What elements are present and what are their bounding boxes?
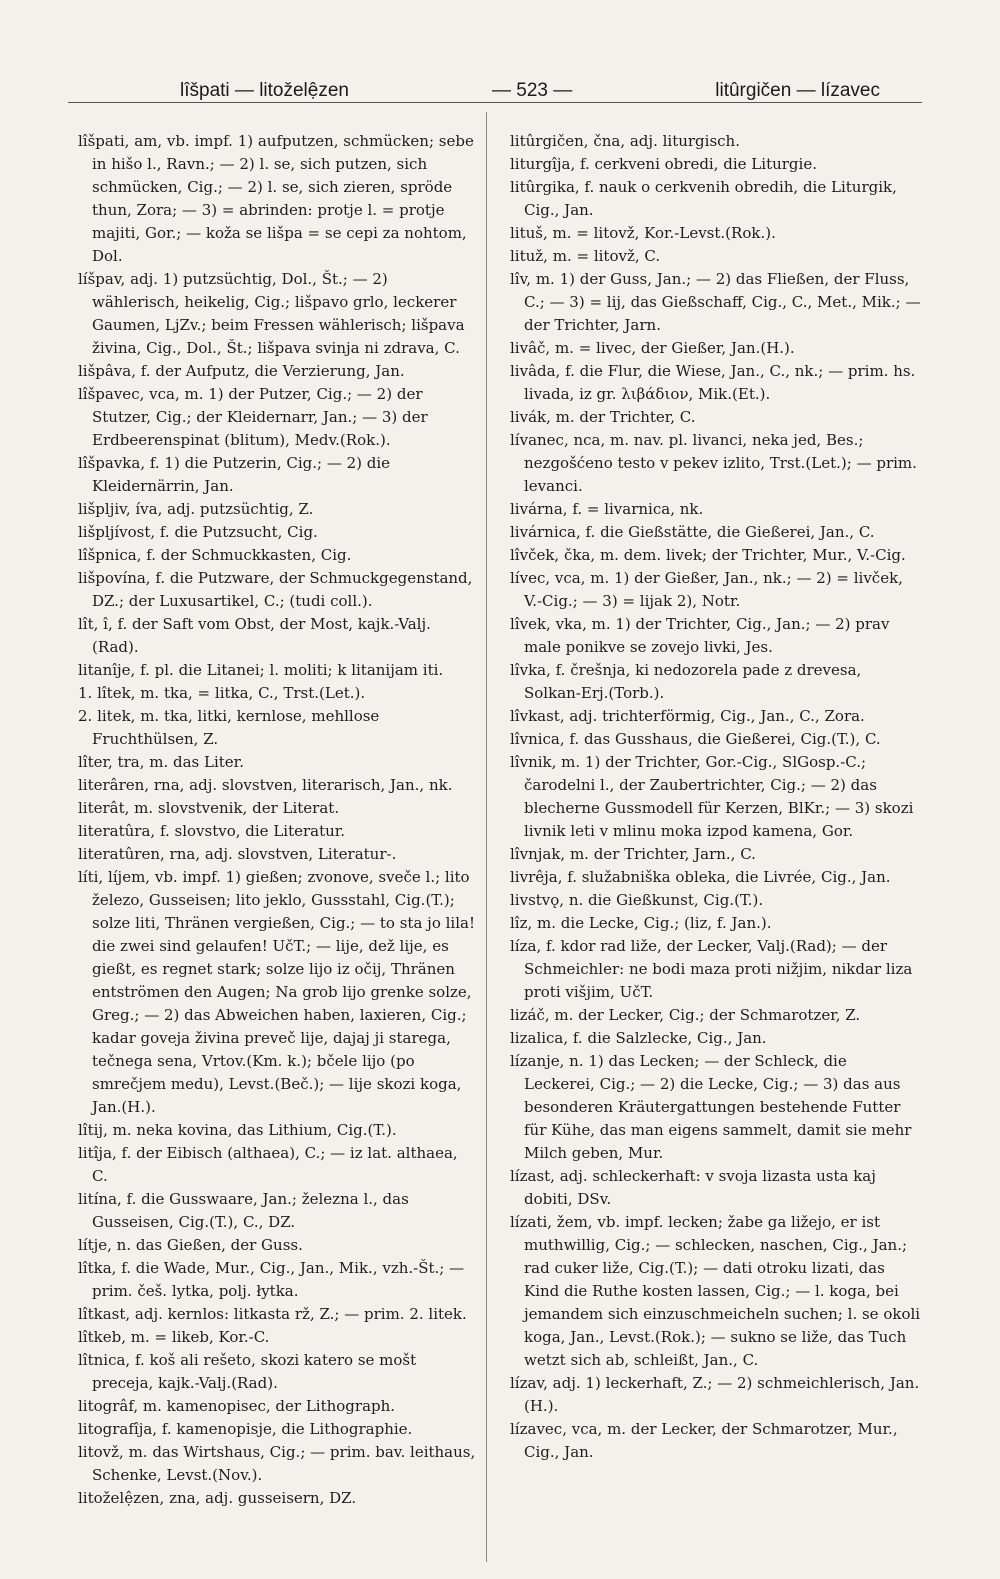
dictionary-entry: lizáč, m. der Lecker, Cig.; der Schmarotzer, Z. [510, 1006, 861, 1024]
dictionary-entry: lîvnik, m. 1) der Trichter, Gor.-Cig., SlGosp.-C.; čarodelni l., der Zaubertrichter, Cig.; — 2) das blecherne Gussmodell für Kerzen, BlKr.; — 3) skozi livnik leti v mlinu moka izpod kamena, Gor. [510, 753, 914, 840]
dictionary-entry: lîvček, čka, m. dem. livek; der Trichter, Mur., V.-Cig. [510, 546, 906, 564]
dictionary-entry: lituš, m. = litovž, Kor.-Levst.(Rok.). [510, 224, 776, 242]
dictionary-entry: 2. litek, m. tka, litki, kernlose, mehllose Fruchthülsen, Z. [78, 707, 380, 748]
dictionary-entry: lišpâva, f. der Aufputz, die Verzierung, Jan. [78, 362, 405, 380]
dictionary-entry: literatûren, rna, adj. slovstven, Literatur-. [78, 845, 397, 863]
dictionary-entry: lîz, m. die Lecke, Cig.; (liz, f. Jan.). [510, 914, 772, 932]
dictionary-entry: lîšpavec, vca, m. 1) der Putzer, Cig.; — 2) der Stutzer, Cig.; der Kleidernarr, Jan.; — 3) der Erdbeerenspinat (blitum), Medv.(Rok.). [78, 385, 428, 449]
dictionary-entry: litína, f. die Gusswaare, Jan.; železna l., das Gusseisen, Cig.(T.), C., DZ. [78, 1190, 409, 1231]
dictionary-entry: livâda, f. die Flur, die Wiese, Jan., C., nk.; — prim. hs. livada, iz gr. λιβάδιον, Mik.(Et.). [510, 362, 916, 403]
dictionary-entry: lîšpati, am, vb. impf. 1) aufputzen, schmücken; sebe in hišo l., Ravn.; — 2) l. se, sich putzen, sich schmücken, Cig.; — 2) l. se, sich zieren, spröde thun, Zora; — 3) = abrinden: protje l. = protje majiti, Gor.; — koža se lišpa = se cepi za nohtom, Dol. [78, 132, 474, 265]
dictionary-entry: lízati, žem, vb. impf. lecken; žabe ga ližejo, er ist muthwillig, Cig.; — schlecken, naschen, Cig., Jan.; rad cuker liže, Cig.(T.); — dati otroku lizati, das Kind die Ruthe kosten lassen, Cig.; — l. koga, bei jemandem sich einzuschmeicheln suchen; l. se okoli koga, Jan., Levst.(Rok.); — sukno se liže, das Tuch wetzt sich ab, schleißt, Jan., C. [510, 1213, 921, 1369]
dictionary-entry: lîter, tra, m. das Liter. [78, 753, 244, 771]
dictionary-entry: lîtkeb, m. = likeb, Kor.-C. [78, 1328, 270, 1346]
dictionary-entry: lîvkast, adj. trichterförmig, Cig., Jan., C., Zora. [510, 707, 865, 725]
dictionary-entry: lízanje, n. 1) das Lecken; — der Schleck, die Leckerei, Cig.; — 2) die Lecke, Cig.; — 3) das aus besonderen Kräutergattungen bestehende Futter für Kühe, das man eigens sammelt, damit sie mehr Milch geben, Mur. [510, 1052, 912, 1162]
dictionary-entry: lîtka, f. die Wade, Mur., Cig., Jan., Mik., vzh.-Št.; — prim. češ. lytka, polj. łytka. [78, 1259, 465, 1300]
dictionary-entry: lît, î, f. der Saft vom Obst, der Most, kajk.-Valj.(Rad). [78, 615, 431, 656]
dictionary-entry: lîvnica, f. das Gusshaus, die Gießerei, Cig.(T.), C. [510, 730, 881, 748]
dictionary-entry: livrêja, f. služabniška obleka, die Livrée, Cig., Jan. [510, 868, 891, 886]
dictionary-entry: lîvek, vka, m. 1) der Trichter, Cig., Jan.; — 2) prav male ponikve se zovejo livki, Jes. [510, 615, 890, 656]
dictionary-entry: livâč, m. = livec, der Gießer, Jan.(H.). [510, 339, 795, 357]
header-rule [68, 102, 922, 103]
dictionary-entry: literât, m. slovstvenik, der Literat. [78, 799, 340, 817]
dictionary-entry: lîv, m. 1) der Guss, Jan.; — 2) das Fließen, der Fluss, C.; — 3) = lij, das Gießschaff, Cig., C., Met., Mik.; — der Trichter, Jarn. [510, 270, 921, 334]
dictionary-entry: lîtkast, adj. kernlos: litkasta rž, Z.; — prim. 2. litek. [78, 1305, 467, 1323]
dictionary-entry: líti, líjem, vb. impf. 1) gießen; zvonove, sveče l.; lito železo, Gusseisen; lito jeklo, Gussstahl, Cig.(T.); solze liti, Thränen vergießen, Cig.; — to sta jo lila! die zwei sind gelaufen! UčT.; — lije, dež lije, es gießt, es regnet stark; solze lijo iz očij, Thränen entströmen den Augen; Na grob lijo grenke solze, Greg.; — 2) das Abweichen haben, laxieren, Cig.; kadar goveja živina preveč lije, dajaj ji starega, tečnega sena, Vrtov.(Km. k.); bčele lijo (po smrečjem medu), Levst.(Beč.); — lije skozi koga, Jan.(H.). [78, 868, 475, 1116]
dictionary-entry: líšpav, adj. 1) putzsüchtig, Dol., Št.; — 2) wählerisch, heikelig, Cig.; lišpavo grlo, leckerer Gaumen, LjZv.; beim Fressen wählerisch; lišpava živina, Cig., Dol., Št.; lišpava svinja ni zdrava, C. [78, 270, 465, 357]
dictionary-entry: livák, m. der Trichter, C. [510, 408, 696, 426]
dictionary-entry: litoželệzen, zna, adj. gusseisern, DZ. [78, 1489, 357, 1507]
dictionary-entry: lízast, adj. schleckerhaft: v svoja lizasta usta kaj dobiti, DSv. [510, 1167, 876, 1208]
dictionary-entry: litûrgičen, čna, adj. liturgisch. [510, 132, 740, 150]
dictionary-entry: litûrgika, f. nauk o cerkvenih obredih, die Liturgik, Cig., Jan. [510, 178, 897, 219]
dictionary-entry: livárnica, f. die Gießstätte, die Gießerei, Jan., C. [510, 523, 875, 541]
dictionary-entry: literatûra, f. slovstvo, die Literatur. [78, 822, 346, 840]
dictionary-entry: litanîje, f. pl. die Litanei; l. moliti; k litanijam iti. [78, 661, 444, 679]
page-header [70, 72, 920, 102]
dictionary-entry: livstvǫ, n. die Gießkunst, Cig.(T.). [510, 891, 764, 909]
dictionary-entry: lívanec, nca, m. nav. pl. livanci, neka jed, Bes.; nezgošćeno testo v pekev izlito, Trst.(Let.); — prim. levanci. [510, 431, 917, 495]
dictionary-entry: lîvnjak, m. der Trichter, Jarn., C. [510, 845, 756, 863]
dictionary-entry: lítje, n. das Gießen, der Guss. [78, 1236, 303, 1254]
page-number: — 523 — [491, 80, 573, 101]
column-divider [486, 112, 487, 1562]
dictionary-entry: lîšpnica, f. der Schmuckkasten, Cig. [78, 546, 352, 564]
left-column [78, 130, 476, 1510]
dictionary-entry: lituž, m. = litovž, C. [510, 247, 661, 265]
dictionary-entry: lišpljiv, íva, adj. putzsüchtig, Z. [78, 500, 314, 518]
dictionary-entry: lîvka, f. črešnja, ki nedozorela pade z drevesa, Solkan-Erj.(Torb.). [510, 661, 862, 702]
dictionary-entry: lišpljívost, f. die Putzsucht, Cig. [78, 523, 318, 541]
dictionary-entry: lišpovína, f. die Putzware, der Schmuckgegenstand, DZ.; der Luxusartikel, C.; (tudi coll.). [78, 569, 473, 610]
dictionary-entry: literâren, rna, adj. slovstven, literarisch, Jan., nk. [78, 776, 453, 794]
dictionary-entry: lízav, adj. 1) leckerhaft, Z.; — 2) schmeichlerisch, Jan.(H.). [510, 1374, 920, 1415]
right-column [510, 130, 922, 1464]
dictionary-entry: lîtij, m. neka kovina, das Lithium, Cig.(T.). [78, 1121, 397, 1139]
dictionary-entry: lizalica, f. die Salzlecke, Cig., Jan. [510, 1029, 767, 1047]
dictionary-entry: lívec, vca, m. 1) der Gießer, Jan., nk.; — 2) = livček, V.-Cig.; — 3) = lijak 2), Notr. [510, 569, 903, 610]
header-left-guide-words: lîšpati — litoželệzen [180, 80, 349, 101]
dictionary-entry: líza, f. kdor rad liže, der Lecker, Valj.(Rad); — der Schmeichler: ne bodi maza proti nižjim, nikdar liza proti višjim, UčT. [510, 937, 913, 1001]
dictionary-entry: litografîja, f. kamenopisje, die Lithographie. [78, 1420, 413, 1438]
dictionary-entry: livárna, f. = livarnica, nk. [510, 500, 704, 518]
dictionary-entry: litîja, f. der Eibisch (althaea), C.; — iz lat. althaea, C. [78, 1144, 458, 1185]
dictionary-entry: litovž, m. das Wirtshaus, Cig.; — prim. bav. leithaus, Schenke, Levst.(Nov.). [78, 1443, 476, 1484]
dictionary-entry: lîšpavka, f. 1) die Putzerin, Cig.; — 2) die Kleidernärrin, Jan. [78, 454, 391, 495]
header-right-guide-words: litûrgičen — lízavec [715, 80, 880, 101]
dictionary-entry: liturgîja, f. cerkveni obredi, die Liturgie. [510, 155, 817, 173]
dictionary-entry: lîtnica, f. koš ali rešeto, skozi katero se mošt preceja, kajk.-Valj.(Rad). [78, 1351, 417, 1392]
dictionary-entry: 1. lîtek, m. tka, = litka, C., Trst.(Let.). [78, 684, 366, 702]
dictionary-entry: lízavec, vca, m. der Lecker, der Schmarotzer, Mur., Cig., Jan. [510, 1420, 898, 1461]
dictionary-entry: litogrâf, m. kamenopisec, der Lithograph. [78, 1397, 396, 1415]
